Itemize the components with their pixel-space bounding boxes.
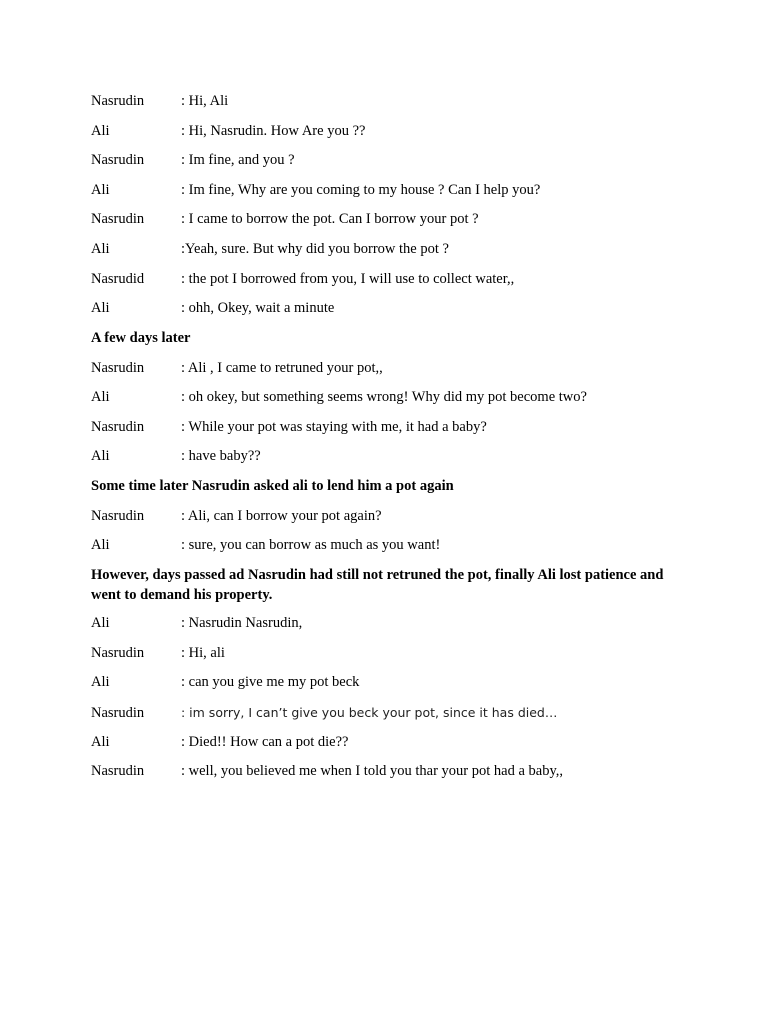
dialogue-line [91,388,691,407]
speaker-name: Nasrudin [91,152,145,168]
speaker-name: Ali [91,389,110,405]
speaker-name: Ali [91,182,110,198]
speech-text: : well, you believed me when I told you thar your pot had a baby,, [181,763,564,779]
dialogue-line [91,359,691,378]
speech-text: : sure, you can borrow as much as you want! [181,537,441,553]
dialogue-line [91,614,691,633]
dialogue-line [91,762,691,781]
dialogue-line [91,536,691,555]
speech-text: : have baby?? [181,448,261,464]
dialogue-line [91,299,691,318]
speech-text: :Yeah, sure. But why did you borrow the pot ? [181,241,449,257]
speech-text: : Im fine, and you ? [181,152,295,168]
speaker-name: Nasrudin [91,705,145,721]
speaker-name: Ali [91,300,110,316]
dialogue-line [91,122,691,141]
speaker-name: Nasrudin [91,508,145,524]
speech-text: : I came to borrow the pot. Can I borrow your pot ? [181,211,479,227]
dialogue-line [91,240,691,259]
speech-text: : Hi, Nasrudin. How Are you ?? [181,123,366,139]
speech-text: : oh okey, but something seems wrong! Why did my pot become two? [181,389,587,405]
dialogue-line [91,507,691,526]
speaker-name: Ali [91,615,110,631]
dialogue-line [91,447,691,466]
speech-text: : im sorry, I can’t give you beck your pot, since it has died… [181,705,558,720]
speech-text: : Ali , I came to retruned your pot,, [181,360,383,376]
scene-heading: However, days passed ad Nasrudin had still not retruned the pot, finally Ali lost patience and went to demand his property. [91,567,664,603]
speaker-name: Ali [91,448,110,464]
scene-heading: Some time later Nasrudin asked ali to lend him a pot again [91,478,454,494]
dialogue-line [91,733,691,752]
speech-text: : Nasrudin Nasrudin, [181,615,303,631]
speaker-name: Ali [91,241,110,257]
speaker-name: Ali [91,734,110,750]
dialogue-line [91,673,691,692]
speaker-name: Ali [91,123,110,139]
speech-text: : Ali, can I borrow your pot again? [181,508,382,524]
speaker-name: Nasrudin [91,645,145,661]
speaker-name: Nasrudin [91,360,145,376]
speaker-name: Nasrudin [91,763,145,779]
speaker-name: Nasrudin [91,211,145,227]
speaker-name: Ali [91,537,110,553]
dialogue-line [91,210,691,229]
speech-text: : While your pot was staying with me, it had a baby? [181,419,487,435]
speech-text: : can you give me my pot beck [181,674,360,690]
dialogue-line [91,270,691,289]
speech-text: : ohh, Okey, wait a minute [181,300,335,316]
dialogue-line [91,703,691,723]
dialogue-line [91,181,691,200]
speech-text: : Hi, Ali [181,93,229,109]
speaker-name: Nasrudid [91,271,145,287]
speaker-name: Ali [91,674,110,690]
dialogue-line [91,418,691,437]
speaker-name: Nasrudin [91,419,145,435]
speech-text: : Died!! How can a pot die?? [181,734,349,750]
speech-text: : Hi, ali [181,645,225,661]
scene-heading: A few days later [91,330,191,346]
dialogue-line [91,151,691,170]
speech-text: : the pot I borrowed from you, I will use to collect water,, [181,271,515,287]
speech-text: : Im fine, Why are you coming to my house ? Can I help you? [181,182,541,198]
dialogue-line [91,92,691,111]
speaker-name: Nasrudin [91,93,145,109]
dialogue-line [91,644,691,663]
